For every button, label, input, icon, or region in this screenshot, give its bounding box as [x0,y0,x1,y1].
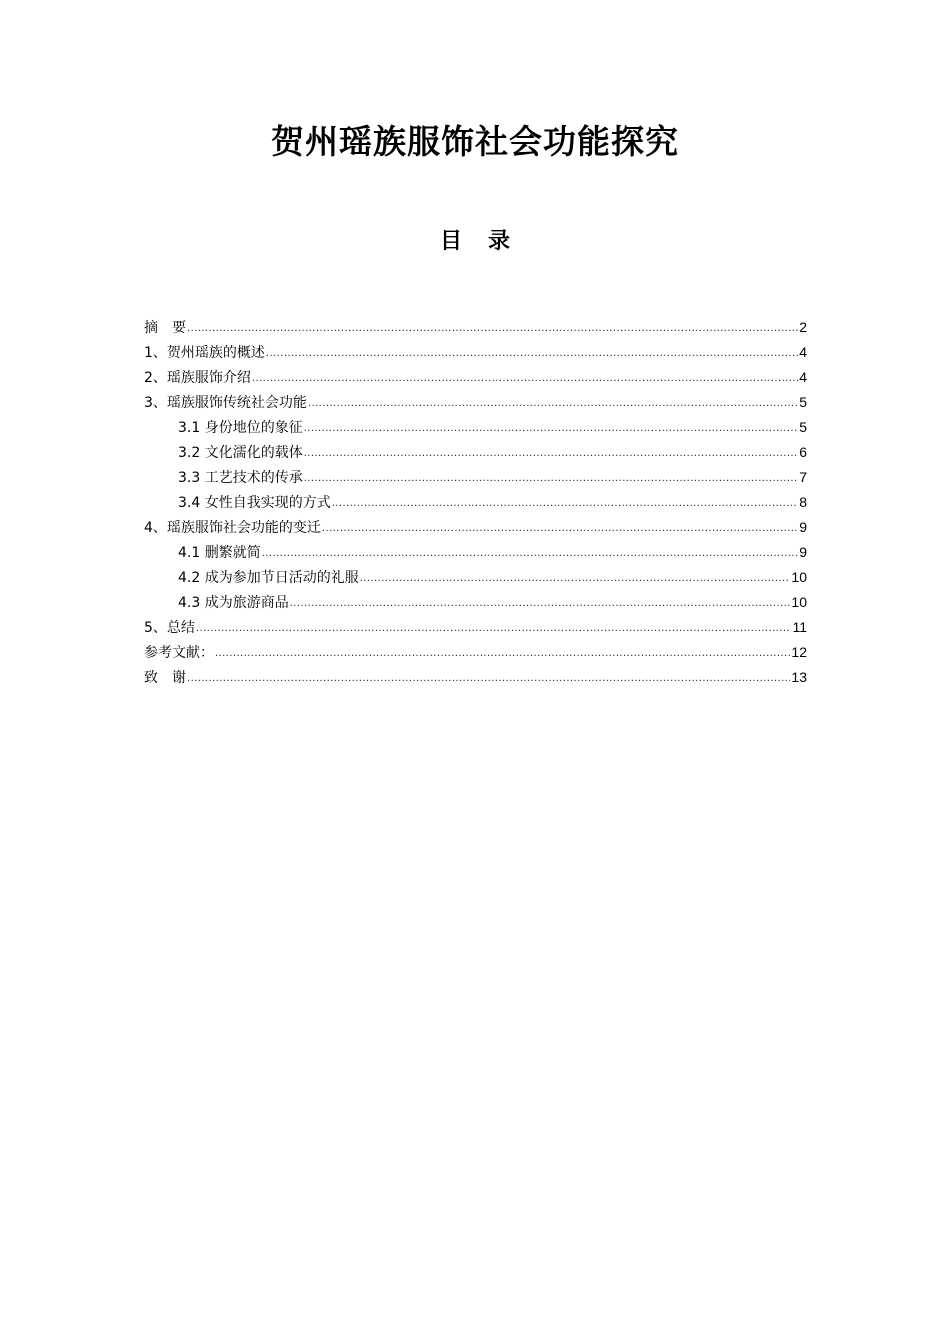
toc-entry-label: 4、瑶族服饰社会功能的变迁 [144,520,321,536]
toc-entry-label: 1、贺州瑶族的概述 [144,345,265,361]
toc-leader-dots [304,415,798,441]
toc-heading-char: 目 [439,229,462,254]
toc-entry-page: 8 [799,494,807,510]
toc-entry-page: 11 [792,619,807,635]
toc-entry-label: 3.4 女性自我实现的方式 [178,495,331,511]
toc-leader-dots [322,515,798,541]
toc-entry-section-2[interactable] [144,365,807,390]
toc-leader-dots [304,465,798,491]
toc-heading [0,226,950,258]
toc-entry-section-4-1[interactable] [144,540,807,565]
toc-entry-page: 4 [799,369,807,385]
toc-leader-dots [360,565,791,591]
toc-entry-label: 参考文献： [144,645,214,661]
toc-entry-section-5[interactable] [144,615,807,640]
toc-entry-label: 4.2 成为参加节日活动的礼服 [178,570,359,586]
toc-entry-section-3-3[interactable] [144,465,807,490]
toc-leader-dots [215,640,790,666]
toc-leader-dots [262,540,798,566]
toc-leader-dots [252,365,798,391]
toc-entry-label: 3.3 工艺技术的传承 [178,470,303,486]
toc-entry-page: 2 [799,319,807,335]
toc-entry-page: 9 [799,519,807,535]
toc-entry-section-1[interactable] [144,340,807,365]
toc-entry-references[interactable] [144,640,807,665]
toc-entry-label: 3.1 身份地位的象征 [178,420,303,436]
toc-entry-section-3-1[interactable] [144,415,807,440]
toc-entry-acknowledgements[interactable] [144,665,807,690]
toc-leader-dots [290,590,791,616]
toc-entry-page: 4 [799,344,807,360]
toc-entry-page: 10 [791,594,807,610]
toc-entry-page: 13 [791,669,807,685]
toc-entry-section-3-2[interactable] [144,440,807,465]
toc-entry-section-3[interactable] [144,390,807,415]
document-title: 贺州瑶族服饰社会功能探究 [271,122,679,161]
toc-entry-section-4-2[interactable] [144,565,807,590]
toc-entry-label: 摘 要 [144,320,186,336]
toc-entry-page: 9 [799,544,807,560]
toc-leader-dots [187,665,790,691]
toc-leader-dots [304,440,798,466]
toc-leader-dots [196,615,792,641]
toc-leader-dots [308,390,798,416]
toc-entry-page: 5 [799,419,807,435]
toc-entry-abstract[interactable] [144,315,807,340]
toc-entry-label: 2、瑶族服饰介绍 [144,370,251,386]
toc-entry-section-3-4[interactable] [144,490,807,515]
toc-entry-page: 6 [799,444,807,460]
toc-leader-dots [266,340,798,366]
toc-leader-dots [187,315,798,341]
toc-leader-dots [332,490,798,516]
toc-entry-label: 致 谢 [144,670,186,686]
toc-entry-page: 7 [799,469,807,485]
toc-entry-page: 5 [799,394,807,410]
toc-entry-label: 3、瑶族服饰传统社会功能 [144,395,307,411]
toc-entry-page: 12 [791,644,807,660]
toc-entry-label: 3.2 文化濡化的载体 [178,445,303,461]
toc-entry-label: 4.1 删繁就简 [178,545,261,561]
toc-entry-section-4[interactable] [144,515,807,540]
table-of-contents [144,315,807,690]
toc-entry-label: 5、总结 [144,620,195,636]
toc-entry-page: 10 [791,569,807,585]
toc-heading-char: 录 [488,229,511,254]
toc-entry-section-4-3[interactable] [144,590,807,615]
toc-entry-label: 4.3 成为旅游商品 [178,595,289,611]
